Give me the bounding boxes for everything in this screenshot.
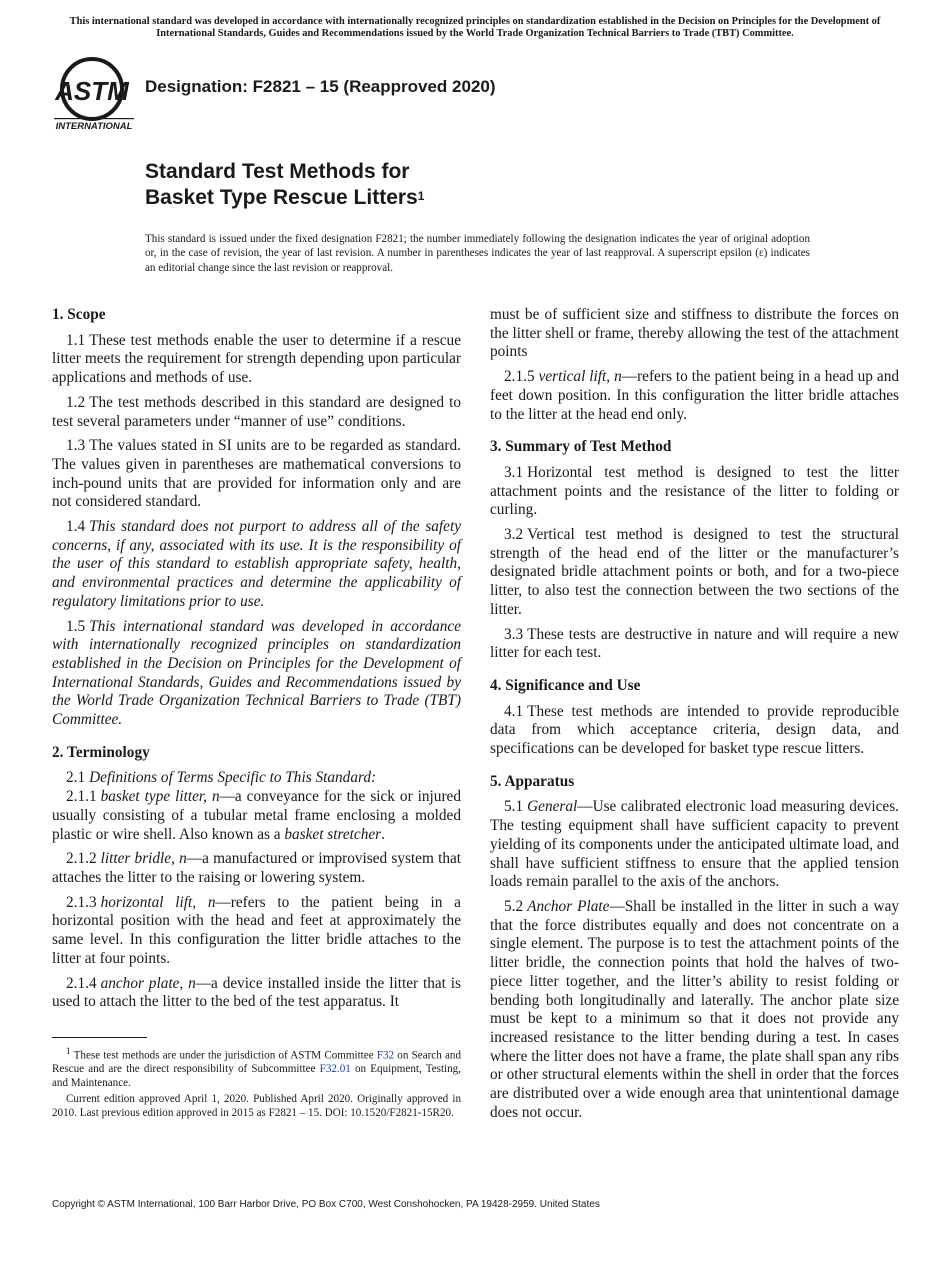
paragraph-2-1-4: 2.1.4 anchor plate, n—a device installed inside the litter that is used to attach the litter to the bed of the test apparatus. It bbox=[52, 974, 461, 1011]
paragraph-2-1: 2.1 Definitions of Terms Specific to This Standard: bbox=[66, 769, 377, 787]
paragraph-2-1-4-continued: must be of sufficient size and stiffness to distribute the forces on the litter shell or frame, thereby allowing the test of the attachment points bbox=[490, 306, 899, 361]
paragraph-2-1-5: 2.1.5 vertical lift, n—refers to the patient being in a head up and feet down position. In this configuration the litter bridle attaches to the litter at the head end only. bbox=[490, 368, 899, 423]
section-heading-apparatus: 5. Apparatus bbox=[490, 772, 575, 790]
title-footnote-mark: 1 bbox=[417, 189, 425, 203]
copyright: Copyright © ASTM International, 100 Barr Harbor Drive, PO Box C700, West Conshohocken, PA 19428-2959. United States bbox=[52, 1199, 600, 1210]
paragraph-1-5: 1.5 This international standard was developed in accordance with internationally recognized principles on standardization established in the Decision on Principles for the Development of International Standards, Guides and Recommendations issued by the World Trade Organization Technical Barriers to Trade (TBT) Committee. bbox=[52, 617, 461, 729]
paragraph-3-1: 3.1 Horizontal test method is designed to test the litter attachment points and the resistance of the litter to folding or curling. bbox=[490, 463, 899, 519]
section-heading-terminology: 2. Terminology bbox=[52, 743, 150, 761]
paragraph-1-4: 1.4 This standard does not purport to address all of the safety concerns, if any, associated with its use. It is the responsibility of the user of this standard to establish appropriate safety, health, and environmental practices and determine the applicability of regulatory limitations prior to use. bbox=[52, 518, 461, 610]
logo-subtext: INTERNATIONAL bbox=[55, 121, 133, 132]
footnotes bbox=[52, 1046, 461, 1122]
subcommittee-link[interactable]: F32.01 bbox=[319, 1063, 351, 1076]
paragraph-2-1-2: 2.1.2 litter bridle, n—a manufactured or improvised system that attaches the litter to the raising or lowering system. bbox=[52, 850, 462, 886]
paragraph-5-2: 5.2 Anchor Plate—Shall be installed in the litter in such a way that the force distributes equally and does not concentrate on a single element. The purpose is to test the attachment points of the litter bridle, the connection points that hold the halves of two-piece litter together, and the litter’s ability to resist folding or bending both longitudinally and laterally. The anchor plate size must be kept to a minimum so that it does not provide any increased resistance to the litter bending during a test. In cases where the litter does not have a frame, the plate shall span any ribs or other structural elements within the shell in order that the forces are distributed over a wide enough area that unintentional damage does not occur. bbox=[490, 897, 900, 1121]
logo-text: ASTM bbox=[55, 76, 129, 106]
section-heading-scope: 1. Scope bbox=[52, 306, 106, 323]
issued-note: This standard is issued under the fixed designation F2821; the number immediately following the designation indicates the year of original adoption or, in the case of revision, the year of last revision. A number in parentheses indicates the year of last reapproval. A superscript epsilon (ε) indicates an editorial change since the last revision or reapproval. bbox=[145, 233, 810, 274]
paragraph-2-1-3: 2.1.3 horizontal lift, n—refers to the patient being in a horizontal position with the head and feet at approximately the same level. In this configuration the litter bridle attaches to the litter at four points. bbox=[52, 893, 461, 967]
footnote-edition: Current edition approved April 1, 2020. Published April 2020. Originally approved in 2010. Last previous edition approved in 2015 as F2821 – 15. DOI: 10.1520/F2821-15R20. bbox=[52, 1092, 461, 1119]
section-heading-summary: 3. Summary of Test Method bbox=[490, 438, 672, 456]
committee-link[interactable]: F32 bbox=[376, 1049, 395, 1062]
footnote-divider bbox=[52, 1037, 147, 1038]
paragraph-2-1-1: 2.1.1 basket type litter, n—a conveyance for the sick or injured usually consisting of a tubular metal frame enclosing a molded plastic or wire shell. Also known as a basket stretcher. bbox=[52, 788, 461, 843]
title-line-1: Standard Test Methods for bbox=[145, 160, 410, 183]
section-heading-significance: 4. Significance and Use bbox=[490, 676, 641, 694]
paragraph-3-2: 3.2 Vertical test method is designed to test the structural strength of the head end of the litter or the manufacturer’s designated bridle attachment points or both, and for a two-piece litter, to also test the connection between the two sections of the litter. bbox=[490, 526, 899, 618]
left-column bbox=[52, 306, 461, 1018]
astm-logo bbox=[52, 56, 136, 132]
paragraph-1-1: 1.1 These test methods enable the user to determine if a rescue litter meets the requirement for strength depending upon particular applications and methods of use. bbox=[52, 331, 461, 387]
paragraph-4-1: 4.1 These test methods are intended to provide reproducible data from which acceptance criteria, design data, and specifications can be developed for basket type rescue litters. bbox=[490, 702, 899, 758]
page-title bbox=[145, 159, 424, 211]
footnote-1: $^1$ These test methods are under the jurisdiction of ASTM Committee F32 on Search and Rescue and are the direct responsibility of Subcommittee F32.01 on Equipment, Testing, and Maintenance. bbox=[52, 1047, 462, 1090]
paragraph-1-3: 1.3 The values stated in SI units are to be regarded as standard. The values given in parentheses are mathematical conversions to inch-pound units that are provided for information only and are not considered standard. bbox=[52, 437, 461, 511]
right-column bbox=[490, 306, 899, 1128]
title-line-2: Basket Type Rescue Litters bbox=[145, 186, 418, 209]
paragraph-5-1: 5.1 General—Use calibrated electronic load measuring devices. The testing equipment shall have sufficient capacity to prevent yielding of its components under the anticipated ultimate load, and shall have sufficient stiffness to ensure that the applied tension loads remain parallel to the axis of the anchors. bbox=[490, 798, 899, 891]
top-notice: This international standard was developed in accordance with internationally recognized principles on standardization established in the Decision on Principles for the Development of International Standards, Guides and Recommendations issued by the World Trade Organization Technical Barriers to Trade (TBT) Committee. bbox=[69, 16, 881, 39]
paragraph-3-3: 3.3 These tests are destructive in nature and will require a new litter for each test. bbox=[490, 625, 899, 662]
designation: Designation: F2821 – 15 (Reapproved 2020) bbox=[145, 77, 496, 96]
paragraph-1-2: 1.2 The test methods described in this standard are designed to test several parameters under “manner of use” conditions. bbox=[52, 393, 461, 430]
